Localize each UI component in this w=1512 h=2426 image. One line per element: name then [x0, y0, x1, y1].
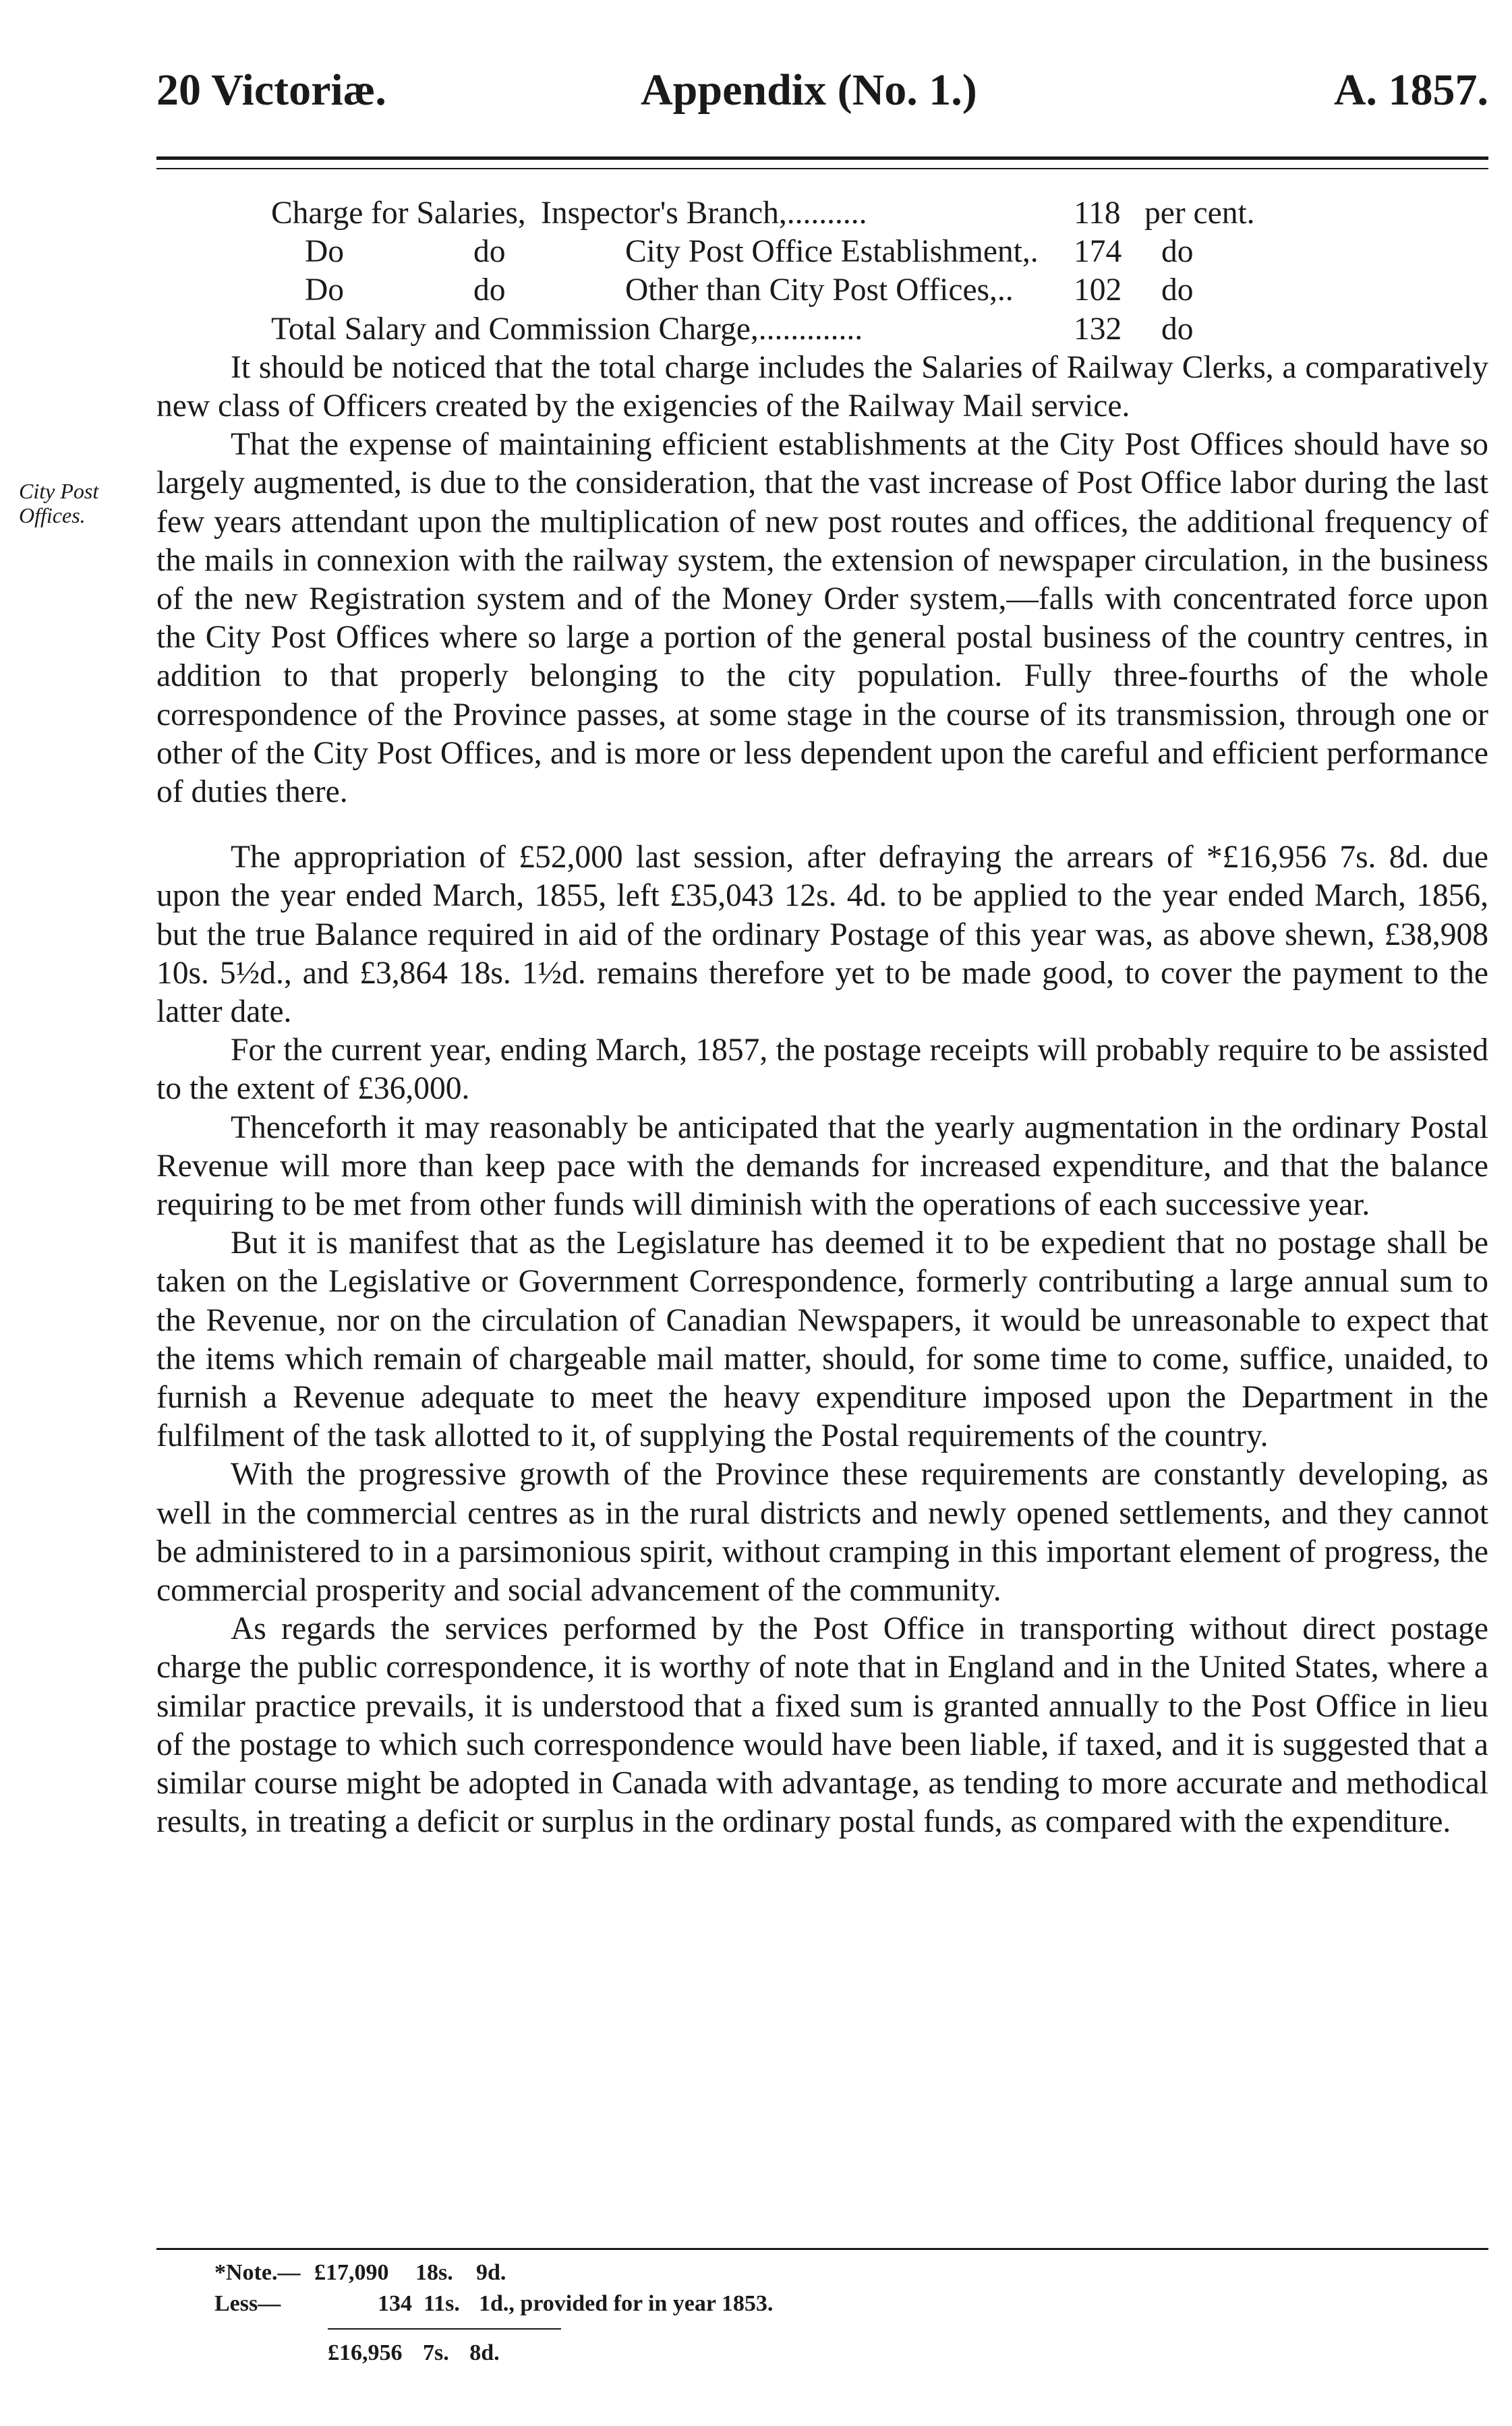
charge-label: Charge for Salaries, — [271, 196, 526, 231]
footnote-note-shillings: 18s. — [415, 2260, 453, 2285]
footnote-less-shillings: 11s. — [424, 2291, 460, 2316]
paragraph-legislature: But it is manifest that as the Legislature has deemed it to be expedient that no postage shall be taken on the Legislative or Government Correspondence, formerly contributing a large annual sum to the Revenue, nor on the circulation of Canadian Newspapers, it would be unreasonable to expect that the items which remain of chargeable mail matter, should, for some time to come, suffice, unaided, to furnish a Revenue adequate to meet the heavy expenditure imposed upon the Department in the fulfilment of the task allotted to it, of supplying the Postal requirements of the country. — [156, 1225, 1488, 1454]
page-header — [156, 65, 1488, 125]
footnote-rule — [156, 2248, 1488, 2250]
header-appendix: Appendix (No. 1.) — [641, 65, 977, 115]
footnote-note-pence: 9d. — [476, 2260, 506, 2285]
charge-row-inspector — [271, 194, 1350, 233]
charge-unit: do — [1161, 311, 1194, 347]
footnote-total-pounds: £16,956 — [328, 2340, 403, 2365]
footnote-total-shillings: 7s. — [423, 2340, 449, 2365]
charge-rate: 118 — [1074, 196, 1121, 231]
charge-ditto-1: Do — [305, 234, 345, 270]
charge-rate: 174 — [1074, 234, 1122, 270]
header-year: A. 1857. — [1333, 65, 1488, 115]
footnote-less-label: Less— — [214, 2291, 281, 2316]
charge-total-label: Total Salary and Commission Charge,............. — [271, 311, 863, 347]
paragraph-services: As regards the services performed by the Post Office in transporting without direct postage charge the public correspondence, it is worthy of note that in England and in the United States, where a similar practice prevails, it is understood that a fixed sum is granted annually to the Post Office in lieu of the postage to which such correspondence would have been liable, if taxed, and it is suggested that a similar course might be adopted in Canada with advantage, as tending to more accurate and methodical results, in treating a deficit or surplus in the ordinary postal funds, as compared with the expenditure. — [156, 1611, 1488, 1840]
footnote-note-pounds: £17,090 — [314, 2260, 389, 2285]
charge-description: Inspector's Branch,.......... — [541, 196, 867, 231]
body-text — [156, 194, 1488, 1841]
charge-unit: do — [1161, 234, 1194, 270]
charge-unit: do — [1161, 272, 1194, 308]
footnote-sum-rule — [328, 2328, 561, 2330]
paragraph-progressive-growth: With the progressive growth of the Province these requirements are constantly developing, as well in the commercial centres as in the rural districts and newly opened settlements, and they cannot be administered to in a parsimonious spirit, without cramping in this important element of progress, the commercial prosperity and social advancement of the community. — [156, 1457, 1488, 1609]
charge-row-other-offices — [271, 271, 1350, 310]
charge-rate: 102 — [1074, 272, 1122, 308]
charge-description: City Post Office Establishment,. — [625, 234, 1039, 270]
header-rule — [156, 156, 1488, 169]
charge-row-city-post-office — [271, 233, 1350, 271]
charge-description: Other than City Post Offices,.. — [625, 272, 1014, 308]
charge-unit: per cent. — [1144, 196, 1255, 231]
paragraph-appropriation: The appropriation of £52,000 last session, after defraying the arrears of *£16,956 7s. 8d. due upon the year ended March, 1855, left £35,043 12s. 4d. to be applied to the year ended March, 1856, but the true Balance required in aid of the ordinary Postage of this year was, as above shewn, £38,908 10s. 5½d., and £3,864 18s. 1½d. remains therefore yet to be made good, to cover the payment to the latter date. — [156, 840, 1488, 1029]
charge-ditto-1: Do — [305, 272, 345, 308]
charge-rate: 132 — [1074, 311, 1122, 347]
header-session: 20 Victoriæ. — [156, 65, 386, 115]
footnote-less-pence: 1d., provided for in year 1853. — [479, 2291, 774, 2316]
paragraph-augmentation: Thenceforth it may reasonably be anticipated that the yearly augmentation in the ordinary Postal Revenue will more than keep pace with the demands for increased expenditure, and that the balance requiring to be met from other funds will diminish with the operations of each successive year. — [156, 1109, 1488, 1223]
footnote-less-pounds: 134 — [378, 2291, 412, 2316]
paragraph-current-year: For the current year, ending March, 1857, the postage receipts will probably require to be assisted to the extent of £36,000. — [156, 1033, 1488, 1107]
charge-table — [271, 194, 1350, 349]
paragraph-gap — [156, 811, 1488, 838]
charge-row-total — [271, 310, 1350, 349]
footnote-total — [328, 2340, 515, 2366]
paragraph-railway-clerks: It should be noticed that the total charge includes the Salaries of Railway Clerks, a comparatively new class of Officers created by the exigencies of the Railway Mail service. — [156, 349, 1488, 424]
charge-ditto-2: do — [473, 234, 506, 270]
footnote-note-label: *Note.— — [214, 2260, 301, 2285]
footnote-total-pence: 8d. — [469, 2340, 500, 2365]
charge-ditto-2: do — [473, 272, 506, 308]
paragraph-city-post-offices: That the expense of maintaining efficient establishments at the City Post Offices should have so largely augmented, is due to the consideration, that the vast increase of Post Office labor during the last few years attendant upon the multiplication of new post routes and offices, the additional frequency of the mails in connexion with the railway system, the extension of newspaper circulation, in the business of the new Registration system and of the Money Order system,—falls with concentrated force upon the City Post Offices where so large a portion of the general postal business of the country centres, in addition to that properly belonging to the city population. Fully three-fourths of the whole correspondence of the Province passes, at some stage in the course of its transmission, through one or other of the City Post Offices, and is more or less dependent upon the careful and efficient performance of duties there. — [156, 427, 1488, 809]
margin-note-city-post-offices: City Post Offices. — [19, 479, 99, 527]
